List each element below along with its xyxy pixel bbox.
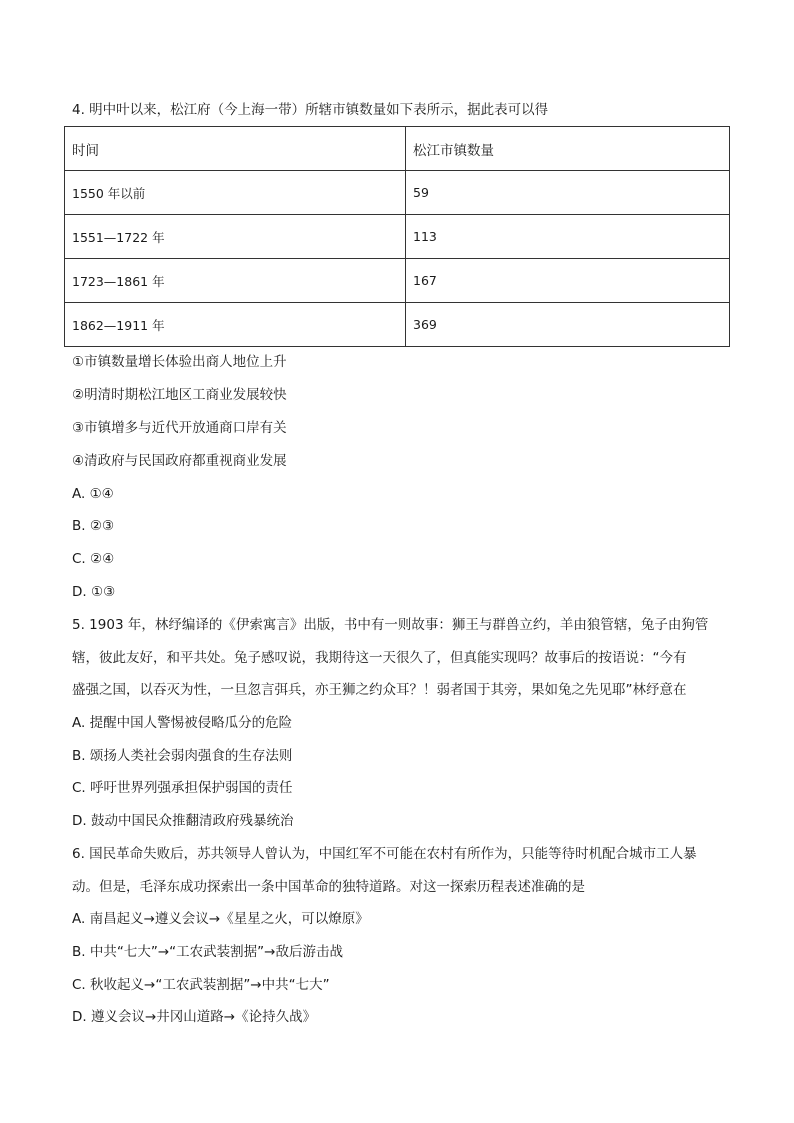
q5-stem-line: 盛强之国，以吞灭为性，一旦忽言弭兵，亦王狮之约众耳？！弱者国于其旁，果如兔之先见耶”林纾意在 (72, 682, 687, 698)
q6-stem-line: 6. 国民革命失败后，苏共领导人曾认为，中国红军不可能在农村有所作为，只能等待时机配合城市工人暴 (72, 846, 697, 862)
market-town-table (64, 126, 730, 347)
q4-stem: 4. 明中叶以来，松江府（今上海一带）所辖市镇数量如下表所示，据此表可以得 (72, 102, 549, 118)
table-header-cell: 时间 (65, 127, 406, 171)
table-row (65, 215, 730, 259)
q6-option-c[interactable]: C. 秋收起义→“工农武装割据”→中共“七大” (72, 977, 330, 993)
q5-option-a[interactable]: A. 提醒中国人警惕被侵略瓜分的危险 (72, 715, 293, 731)
q6-option-d[interactable]: D. 遵义会议→井冈山道路→《论持久战》 (72, 1009, 317, 1025)
q4-statement: ②明清时期松江地区工商业发展较快 (72, 387, 287, 403)
table-cell-period: 1723—1861 年 (65, 259, 406, 303)
table-cell-period: 1862—1911 年 (65, 303, 406, 347)
table-cell-count: 59 (406, 171, 730, 215)
table-cell-count: 113 (406, 215, 730, 259)
q5-stem-line: 辖，彼此友好，和平共处。兔子感叹说，我期待这一天很久了，但真能实现吗？故事后的按语说：“今有 (72, 650, 687, 666)
q4-option-c[interactable]: C. ②④ (72, 551, 115, 567)
table-cell-count: 167 (406, 259, 730, 303)
q4-option-a[interactable]: A. ①④ (72, 486, 114, 502)
q6-stem-line: 动。但是，毛泽东成功探索出一条中国革命的独特道路。对这一探索历程表述准确的是 (72, 879, 585, 895)
q4-option-d[interactable]: D. ①③ (72, 584, 116, 600)
q4-statement: ③市镇增多与近代开放通商口岸有关 (72, 420, 287, 436)
table-row (65, 171, 730, 215)
q5-option-c[interactable]: C. 呼吁世界列强承担保护弱国的责任 (72, 780, 293, 796)
table-row (65, 303, 730, 347)
table-cell-period: 1551—1722 年 (65, 215, 406, 259)
table-header-cell: 松江市镇数量 (406, 127, 730, 171)
q6-option-a[interactable]: A. 南昌起义→遵义会议→《星星之火，可以燎原》 (72, 911, 369, 927)
table-cell-count: 369 (406, 303, 730, 347)
q4-statement: ④清政府与民国政府都重视商业发展 (72, 453, 287, 469)
q5-option-b[interactable]: B. 颂扬人类社会弱肉强食的生存法则 (72, 748, 293, 764)
q5-option-d[interactable]: D. 鼓动中国民众推翻清政府残暴统治 (72, 813, 294, 829)
table-header-row (65, 127, 730, 171)
table-cell-period: 1550 年以前 (65, 171, 406, 215)
q4-statement: ①市镇数量增长体验出商人地位上升 (72, 354, 287, 370)
q5-stem-line: 5. 1903 年，林纾编译的《伊索寓言》出版，书中有一则故事：狮王与群兽立约，羊由狼管辖，兔子由狗管 (72, 617, 709, 633)
q4-option-b[interactable]: B. ②③ (72, 518, 115, 534)
q6-option-b[interactable]: B. 中共“七大”→“工农武装割据”→敌后游击战 (72, 944, 343, 960)
table-row (65, 259, 730, 303)
